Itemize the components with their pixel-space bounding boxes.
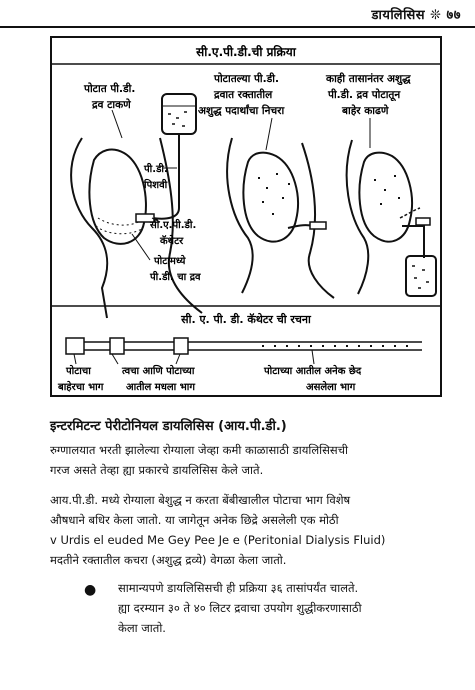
catheter-title: सी. ए. पी. डी. कॅथेटर ची रचना	[181, 313, 311, 326]
paragraph-1-line-2: गरज असते तेव्हा ह्या प्रकारचे डायलिसिस केले जाते.	[50, 463, 264, 477]
label-cath-2: कॅथेटर	[160, 236, 184, 247]
label-inner-1: पोटाच्या आतील अनेक छेद	[264, 366, 362, 377]
label-middle-2: आतील मधला भाग	[126, 382, 196, 393]
paragraph-2-line-4: मदतीने रक्तातील कचरा (अशुद्ध द्रव्ये) वेगळा केला जातो.	[50, 553, 287, 567]
page-header	[0, 4, 475, 28]
label-pour-2: द्रव टाकणे	[92, 99, 131, 111]
label-drain-1: पोटातल्या पी.डी.	[214, 73, 279, 85]
bullet-line-3: केला जातो.	[118, 621, 166, 635]
paragraph-1	[50, 440, 442, 480]
bullet-line-2: ह्या दरम्यान ३० ते ४० लिटर द्रवाचा उपयोग शुद्धीकरणासाठी	[118, 601, 362, 615]
paragraph-2-line-1: आय.पी.डी. मध्ये रोग्याला बेशुद्ध न करता बेंबीखालील पोटाचा भाग विशेष	[50, 493, 351, 507]
paragraph-2	[50, 490, 442, 570]
label-out-3: बाहेर काढणे	[342, 105, 389, 117]
label-pour-1: पोटात पी.डी.	[84, 83, 136, 95]
label-bag-1: पी.डी.	[144, 164, 168, 175]
label-middle-1: त्वचा आणि पोटाच्या	[122, 366, 195, 377]
bullet-item	[118, 578, 448, 638]
section-heading: इन्टरमिटन्ट पेरीटोनियल डायलिसिस (आय.पी.डी.)	[50, 419, 287, 434]
catheter-diagram	[66, 338, 422, 364]
label-drain-2: द्रवात रक्तातील	[214, 89, 273, 101]
label-fluid-1: पोटामध्ये	[154, 256, 186, 267]
label-outer-1: पोटाचा	[66, 366, 91, 377]
capd-figure	[50, 36, 442, 397]
label-out-1: काही तासानंतर अशुद्ध	[326, 73, 411, 85]
figure-title: सी.ए.पी.डी.ची प्रक्रिया	[196, 45, 296, 59]
label-cath-1: सी.ए.पी.डी.	[150, 220, 197, 231]
capd-illustration	[52, 38, 440, 395]
body-outline-3	[347, 140, 436, 296]
running-header: डायलिसिस ❊ ७७	[371, 8, 461, 23]
label-fluid-2: पी.डी. चा द्रव	[150, 272, 201, 283]
label-bag-2: पिशवी	[144, 180, 168, 191]
label-out-2: पी.डी. द्रव पोटातून	[328, 89, 401, 101]
paragraph-2-line-3: v Urdis el euded Me Gey Pee Je e (Peritonial Dialysis Fluid)	[50, 533, 386, 547]
bullet-icon: ●	[84, 582, 97, 598]
paragraph-1-line-1: रुग्णालयात भरती झालेल्या रोग्याला जेव्हा कमी काळासाठी डायलिसिसची	[50, 443, 348, 457]
label-inner-2: असलेला भाग	[306, 382, 356, 393]
pd-bag-1	[136, 94, 196, 222]
label-outer-2: बाहेरचा भाग	[58, 382, 104, 393]
label-drain-3: अशुद्ध पदार्थांचा निचरा	[198, 105, 285, 117]
body-outline-2	[227, 138, 334, 298]
bullet-line-1: सामान्यपणे डायलिसिसची ही प्रक्रिया ३६ तासांपर्यंत चालते.	[118, 581, 359, 595]
paragraph-2-line-2: औषधाने बधिर केला जातो. या जागेतून अनेक छिद्रे असलेली एक मोठी	[50, 513, 339, 527]
